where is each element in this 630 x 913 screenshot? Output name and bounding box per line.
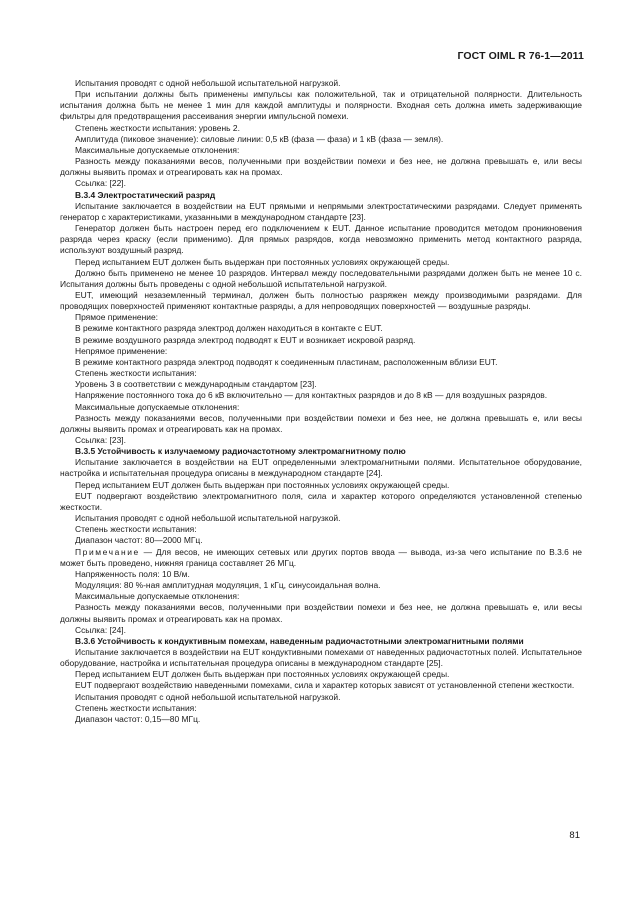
- body-paragraph: Перед испытанием EUT должен быть выдержан при постоянных условиях окружающей среды.: [75, 256, 450, 267]
- body-paragraph: Испытания проводят с одной небольшой испытательной нагрузкой.: [75, 513, 341, 524]
- note-label: Примечание: [75, 546, 140, 557]
- body-paragraph: Испытание заключается в воздействии на EUT прямыми и непрямыми электростатическими разрядами. Следует применять генератор с характеристиками, указанными в международном стандарте [23].: [60, 200, 582, 222]
- body-paragraph: В режиме контактного разряда электрод подводят к соединенным пластинам, расположенным вблизи EUT.: [75, 356, 498, 367]
- body-paragraph: Максимальные допускаемые отклонения:: [75, 591, 240, 602]
- page-number: 81: [569, 830, 580, 841]
- body-paragraph: Испытания проводят с одной небольшой испытательной нагрузкой.: [75, 78, 341, 88]
- body-paragraph: Степень жесткости испытания:: [75, 702, 197, 713]
- body-paragraph: При испытании должны быть применены импульсы как положительной, так и отрицательной полярности. Длительность испытания должна быть не менее 1 мин для каждой амплитуды и полярности. Входная сеть должна иметь задерживающие фильтры для предотвращения рассеивания энергии импульсной помехи.: [60, 89, 582, 122]
- section-heading: В.3.4 Электростатический разряд: [75, 189, 216, 200]
- body-paragraph: Ссылка: [24].: [75, 624, 126, 635]
- body-paragraph: EUT подвергают воздействию электромагнитного поля, сила и характер которого определяются установленной степенью жесткости.: [60, 490, 582, 512]
- body-paragraph: Степень жесткости испытания:: [75, 524, 197, 535]
- body-paragraph: В режиме контактного разряда электрод должен находиться в контакте с EUT.: [75, 323, 383, 334]
- section-heading: В.3.6 Устойчивость к кондуктивным помехам, наведенным радиочастотными электромагнитными полями: [75, 635, 524, 646]
- body-paragraph: Непрямое применение:: [75, 345, 168, 356]
- document-header: ГОСТ OIML R 76-1—2011: [457, 50, 584, 62]
- body-paragraph: EUT подвергают воздействию наведенными помехами, сила и характер которых зависят от установленной степени жесткости.: [75, 680, 575, 691]
- body-paragraph: Разность между показаниями весов, полученными при воздействии помехи и без нее, не должна превышать e, или весы должны выявить промах и отреагировать как на промах.: [60, 156, 582, 178]
- body-paragraph: Ссылка: [22].: [75, 178, 126, 189]
- body-paragraph: Испытания проводят с одной небольшой испытательной нагрузкой.: [75, 691, 341, 702]
- body-paragraph: Испытание заключается в воздействии на EUT определенными электромагнитными полями. Испытательное оборудование, настройка и испытательная процедура описаны в международном стандарте [24].: [60, 457, 582, 479]
- body-paragraph: В режиме воздушного разряда электрод подводят к EUT и возникает искровой разряд.: [75, 334, 416, 345]
- body-paragraph: EUT, имеющий незаземленный терминал, должен быть полностью разряжен между производимыми разрядами. Для проводящих поверхностей применяют контактные разряды, а для непроводящих поверхностей — воздушные разряды.: [60, 289, 582, 312]
- body-paragraph: Максимальные допускаемые отклонения:: [75, 144, 240, 155]
- note-text: — Для весов, не имеющих сетевых или других портов ввода — вывода, из-за чего испытание по В.3.6 не может быть проведено, нижняя граница составляет 26 МГц.: [60, 546, 582, 568]
- body-paragraph: Степень жесткости испытания: уровень 2.: [75, 122, 240, 133]
- body-paragraph: Прямое применение:: [75, 312, 158, 323]
- page-body: [60, 78, 582, 725]
- note-paragraph: [60, 547, 582, 569]
- body-paragraph: Должно быть применено не менее 10 разрядов. Интервал между последовательными разрядами должен быть не менее 10 с. Испытания должны быть проведены с одной небольшой испытательной нагрузкой.: [60, 267, 582, 289]
- body-paragraph: Разность между показаниями весов, полученными при воздействии помехи и без нее, не должна превышать e, или весы должны выявить промах и отреагировать как на промах.: [60, 602, 582, 624]
- section-heading: В.3.5 Устойчивость к излучаемому радиочастотному электромагнитному полю: [75, 446, 406, 457]
- body-paragraph: Модуляция: 80 %-ная амплитудная модуляция, 1 кГц, синусоидальная волна.: [75, 580, 381, 591]
- body-paragraph: Степень жесткости испытания:: [75, 368, 197, 379]
- body-paragraph: Ссылка: [23].: [75, 435, 126, 445]
- body-paragraph: Напряжение постоянного тока до 6 кВ включительно — для контактных разрядов и до 8 кВ — для воздушных разрядов.: [75, 390, 548, 401]
- body-paragraph: Диапазон частот: 0,15—80 МГц.: [75, 713, 201, 724]
- body-paragraph: Испытание заключается в воздействии на EUT кондуктивными помехами от наведенных радиочастотных полей. Испытательное оборудование, настройка и испытательная процедура описаны в международном стандарте [25].: [60, 646, 582, 669]
- body-paragraph: Перед испытанием EUT должен быть выдержан при постоянных условиях окружающей среды.: [75, 479, 450, 490]
- body-paragraph: Напряженность поля: 10 В/м.: [75, 568, 190, 579]
- body-paragraph: Диапазон частот: 80—2000 МГц.: [75, 535, 203, 546]
- body-paragraph: Уровень 3 в соответствии с международным стандартом [23].: [75, 379, 317, 390]
- body-paragraph: Генератор должен быть настроен перед его подключением к EUT. Данное испытание проводится методом проникновения разряда через краску (если применимо). Для прямых разрядов, когда невозможно применить метод контактного разряда, используют воздушный разряд.: [60, 223, 582, 256]
- body-paragraph: Разность между показаниями весов, полученными при воздействии помехи и без нее, не должна превышать e, или весы должны выявить промах и отреагировать как на промах.: [60, 412, 582, 434]
- body-paragraph: Амплитуда (пиковое значение): силовые линии: 0,5 кВ (фаза — фаза) и 1 кВ (фаза — земля).: [75, 133, 444, 144]
- body-paragraph: Максимальные допускаемые отклонения:: [75, 401, 240, 412]
- body-paragraph: Перед испытанием EUT должен быть выдержан при постоянных условиях окружающей среды.: [75, 669, 450, 680]
